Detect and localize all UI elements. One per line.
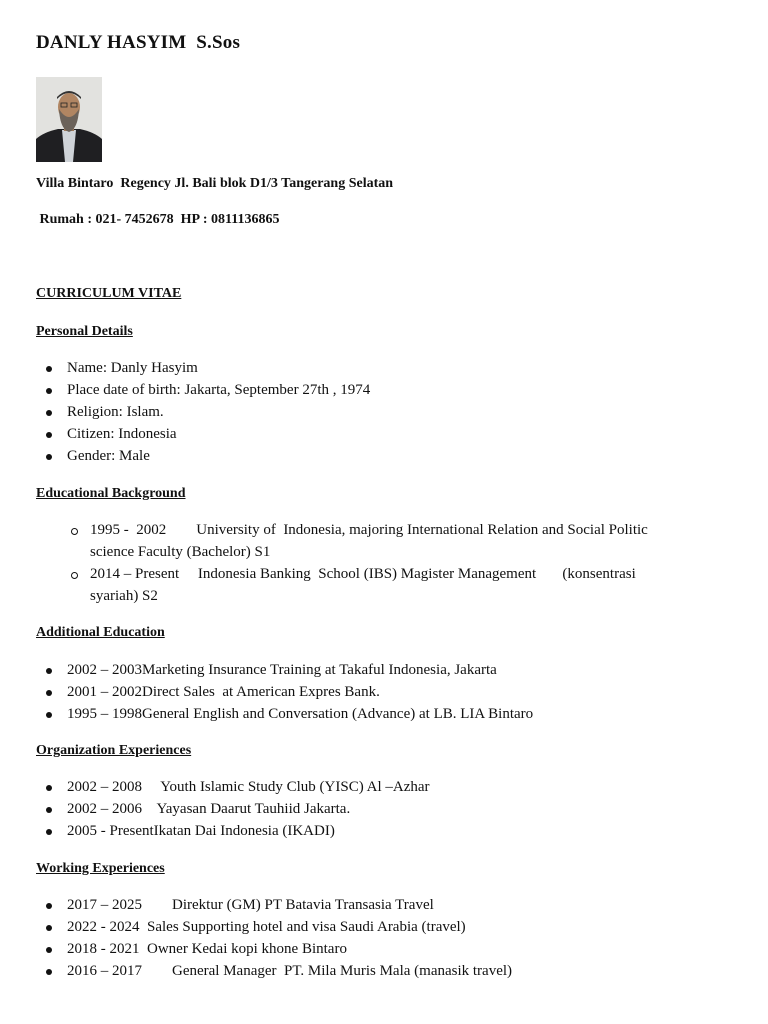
additional-education-heading: Additional Education xyxy=(36,625,165,640)
list-item: 2016 – 2017 General Manager PT. Mila Muris Mala (manasik travel) xyxy=(0,960,768,982)
list-item: 2018 - 2021 Owner Kedai kopi khone Bintaro xyxy=(0,938,768,960)
list-item: 2002 – 2008 Youth Islamic Study Club (YISC) Al –Azhar xyxy=(0,776,768,798)
organization-experiences-heading: Organization Experiences xyxy=(36,743,192,758)
list-item: Gender: Male xyxy=(0,445,768,467)
address: Villa Bintaro Regency Jl. Bali blok D1/3 Tangerang Selatan xyxy=(36,176,394,191)
list-item: Name: Danly Hasyim xyxy=(0,357,768,379)
profile-photo xyxy=(36,77,102,162)
working-list xyxy=(0,894,768,982)
education-list xyxy=(0,519,768,607)
person-photo-icon xyxy=(36,77,102,162)
phone-numbers: Rumah : 021- 7452678 HP : 0811136865 xyxy=(36,212,280,227)
list-item xyxy=(0,519,710,563)
list-item: 2017 – 2025 Direktur (GM) PT Batavia Transasia Travel xyxy=(0,894,768,916)
list-item: 2002 – 2003Marketing Insurance Training at Takaful Indonesia, Jakarta xyxy=(0,659,768,681)
list-item: Citizen: Indonesia xyxy=(0,423,768,445)
list-item: Religion: Islam. xyxy=(0,401,768,423)
cv-title: CURRICULUM VITAE xyxy=(36,286,182,301)
additional-education-list xyxy=(0,659,768,725)
personal-details-list xyxy=(0,357,768,467)
list-item: 1995 – 1998General English and Conversation (Advance) at LB. LIA Bintaro xyxy=(0,703,768,725)
working-experiences-heading: Working Experiences xyxy=(36,861,165,876)
list-item: Place date of birth: Jakarta, September 27th , 1974 xyxy=(0,379,768,401)
education-line: science Faculty (Bachelor) S1 xyxy=(90,544,271,560)
personal-details-heading: Personal Details xyxy=(36,324,133,339)
education-line: 2014 – Present Indonesia Banking School (IBS) Magister Management (konsentrasi xyxy=(90,566,636,582)
list-item xyxy=(0,563,710,607)
education-line: 1995 - 2002 University of Indonesia, majoring International Relation and Social Politic xyxy=(90,522,648,538)
list-item: 2002 – 2006 Yayasan Daarut Tauhiid Jakarta. xyxy=(0,798,768,820)
list-item: 2001 – 2002Direct Sales at American Expres Bank. xyxy=(0,681,768,703)
organization-list xyxy=(0,776,768,842)
educational-background-heading: Educational Background xyxy=(36,486,186,501)
list-item: 2022 - 2024 Sales Supporting hotel and visa Saudi Arabia (travel) xyxy=(0,916,768,938)
education-line: syariah) S2 xyxy=(90,588,158,604)
list-item: 2005 - PresentIkatan Dai Indonesia (IKADI) xyxy=(0,820,768,842)
candidate-name: DANLY HASYIM S.Sos xyxy=(36,32,241,53)
